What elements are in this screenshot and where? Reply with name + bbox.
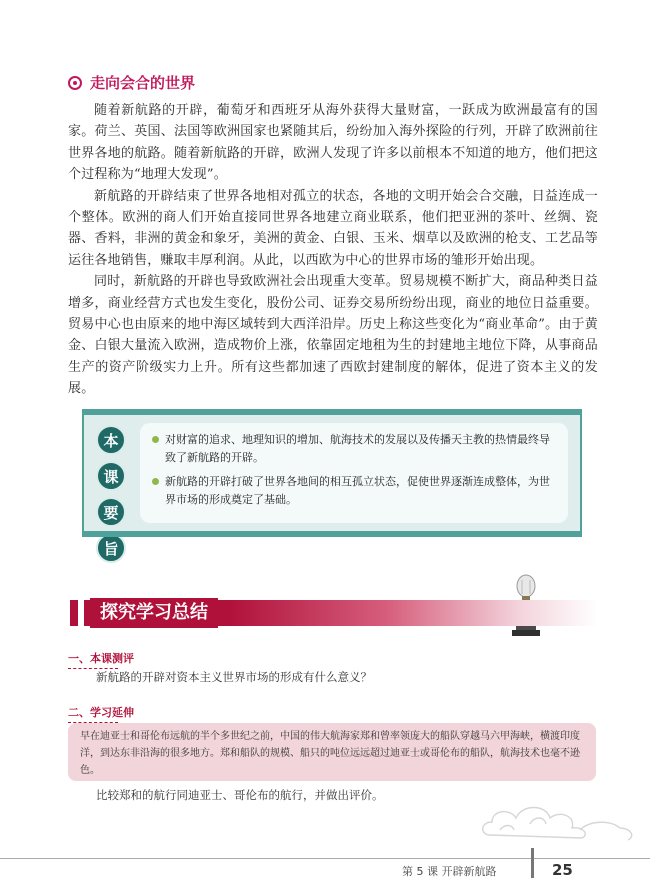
extension-text: 早在迪亚士和哥伦布远航的半个多世纪之前，中国的伟大航海家郑和曾率领庞大的船队穿越马六甲海峡，横渡印度洋，到达东非沿海的很多地方。郑和船队的规模、船只的吨位远远超过迪亚士或哥伦布的船队，航海技术也毫不逊色。 (80, 731, 580, 776)
key-label-char-1: 本 (96, 425, 126, 455)
paragraph-1: 随着新航路的开辟，葡萄牙和西班牙从海外获得大量财富，一跃成为欧洲最富有的国家。荷兰、英国、法国等欧洲国家也紧随其后，纷纷加入海外探险的行列，开辟了欧洲前往世界各地的航路。随着新航路的开辟，欧洲人发现了许多以前根本不知道的地方，他们把这个过程称为“地理大发现”。 (68, 103, 598, 183)
banner-stripe (78, 600, 84, 626)
footer-lesson: 第 5 课 开辟新航路 (402, 865, 497, 878)
footer-bar (531, 848, 534, 878)
page-number: 25 (552, 861, 573, 879)
key-label-char-4: 旨 (96, 533, 126, 563)
bullet-icon (152, 436, 159, 443)
cloud-icon (470, 790, 640, 845)
key-label-char-2: 课 (96, 461, 126, 491)
q2-task: 比较郑和的航行同迪亚士、哥伦布的航行，并做出评价。 (96, 788, 384, 802)
key-point-text-1: 对财富的追求、地理知识的增加、航海技术的发展以及传播天主教的热情最终导致了新航路的开辟。 (165, 433, 550, 464)
target-circle-icon (68, 76, 82, 90)
key-point-text-2: 新航路的开辟打破了世界各地间的相互孤立状态，促使世界逐渐连成整体，为世界市场的形成奠定了基础。 (165, 475, 550, 506)
paragraph-3: 同时，新航路的开辟也导致欧洲社会出现重大变革。贸易规模不断扩大，商品种类日益增多，商业经营方式也发生变化，股份公司、证券交易所纷纷出现，商业的地位日益重要。贸易中心也由原来的地中海区域转到大西洋沿岸。历史上称这些变化为“商业革命”。由于黄金、白银大量流入欧洲，造成物价上涨，依靠固定地租为生的封建地主地位下降，从事商品生产的资产阶级实力上升。所有这些都加速了西欧封建制度的解体，促进了资本主义的发展。 (68, 274, 598, 397)
bullet-icon (152, 478, 159, 485)
q2-heading: 二、学习延伸 (68, 704, 134, 723)
footer-divider (0, 858, 650, 859)
section-title: 走向会合的世界 (90, 74, 196, 92)
key-point-item (152, 473, 558, 509)
key-points-box (82, 409, 582, 558)
summary-banner-title: 探究学习总结 (90, 598, 218, 628)
q1-text: 新航路的开辟对资本主义世界市场的形成有什么意义？ (96, 670, 372, 684)
key-points-content (140, 423, 568, 523)
paragraph-2: 新航路的开辟结束了世界各地相对孤立的状态，各地的文明开始会合交融，日益连成一个整体。欧洲的商人们开始直接同世界各地建立商业联系，他们把亚洲的茶叶、丝绸、瓷器、香料，非洲的黄金和象牙，美洲的黄金、白银、玉米、烟草以及欧洲的枪支、工艺品等运往各地销售，赚取丰厚利润。从此，以西欧为中心的世界市场的雏形开始出现。 (68, 188, 598, 268)
extension-box (68, 723, 596, 781)
key-point-item (152, 431, 558, 467)
key-label-char-3: 要 (96, 497, 126, 527)
q1-heading: 一、本课测评 (68, 650, 134, 669)
body-text (68, 100, 598, 400)
key-points-label (96, 425, 126, 563)
section-heading (68, 72, 195, 93)
